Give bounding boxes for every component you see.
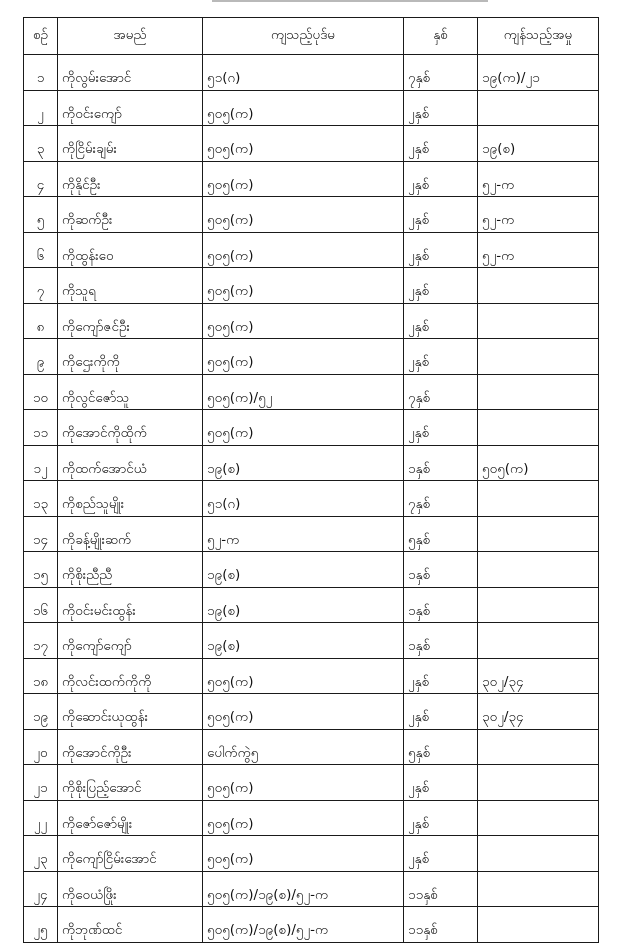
- cell-name: ကိုဆက်ဦး: [58, 197, 203, 233]
- cell-serial-number: ၂၂: [24, 800, 58, 836]
- cell-charged-section: ၅၂-က: [203, 516, 404, 552]
- cell-charged-section: ၅၀၅(က): [203, 658, 404, 694]
- header-remaining-case: ကျန်သည့်အမှု: [478, 18, 599, 55]
- cell-serial-number: ၂၅: [24, 907, 58, 943]
- cell-name: ကိုခန့်မျိုးဆက်: [58, 516, 203, 552]
- table-row: [24, 516, 599, 552]
- cell-years: ၂နှစ်: [404, 800, 478, 836]
- cell-years: ၁နှစ်: [404, 552, 478, 588]
- cell-charged-section: ၁၉(စ): [203, 445, 404, 481]
- table-row: [24, 694, 599, 730]
- cell-years: ၁၁နှစ်: [404, 907, 478, 943]
- table-row: [24, 445, 599, 481]
- cell-charged-section: ၅၀၅(က): [203, 232, 404, 268]
- cell-remaining-case: [478, 410, 599, 446]
- cell-years: ၇နှစ်: [404, 374, 478, 410]
- cell-charged-section: ၅၀၅(က): [203, 694, 404, 730]
- cell-years: ၂နှစ်: [404, 836, 478, 872]
- cell-name: ကိုသူရ: [58, 268, 203, 304]
- cell-years: ၂နှစ်: [404, 303, 478, 339]
- cell-remaining-case: [478, 268, 599, 304]
- cell-name: ကိုလွမ်းအောင်: [58, 55, 203, 91]
- cell-years: ၂နှစ်: [404, 197, 478, 233]
- table-row: [24, 268, 599, 304]
- cell-serial-number: ၇: [24, 268, 58, 304]
- header-serial-number: စဥ်: [24, 18, 58, 55]
- top-divider-line: [212, 0, 488, 2]
- header-row: [24, 18, 599, 55]
- cell-charged-section: ၅၀၅(က)/၅၂: [203, 374, 404, 410]
- cell-name: ကိုထွန်းဝေ: [58, 232, 203, 268]
- cell-name: ကိုအောင်ကိုထိုက်: [58, 410, 203, 446]
- cell-serial-number: ၆: [24, 232, 58, 268]
- cell-years: ၂နှစ်: [404, 339, 478, 375]
- cell-remaining-case: [478, 587, 599, 623]
- cell-years: ၂နှစ်: [404, 410, 478, 446]
- cell-years: ၂နှစ်: [404, 694, 478, 730]
- cell-serial-number: ၁၄: [24, 516, 58, 552]
- cell-serial-number: ၄: [24, 161, 58, 197]
- cell-serial-number: ၁၃: [24, 481, 58, 517]
- cell-years: ၁နှစ်: [404, 623, 478, 659]
- cell-years: ၂နှစ်: [404, 268, 478, 304]
- table-row: [24, 303, 599, 339]
- cell-name: ကိုလင်းထက်ကိုကို: [58, 658, 203, 694]
- cell-serial-number: ၂၄: [24, 871, 58, 907]
- table-row: [24, 765, 599, 801]
- cell-serial-number: ၅: [24, 197, 58, 233]
- cell-serial-number: ၁၅: [24, 552, 58, 588]
- cell-remaining-case: ၅၂-က: [478, 161, 599, 197]
- cell-remaining-case: [478, 90, 599, 126]
- cell-serial-number: ၁၉: [24, 694, 58, 730]
- cell-remaining-case: [478, 871, 599, 907]
- cell-name: ကိုစိုးညီညီ: [58, 552, 203, 588]
- table-row: [24, 587, 599, 623]
- cell-serial-number: ၂၁: [24, 765, 58, 801]
- prisoner-list-sheet: [23, 17, 598, 943]
- cell-name: ကိုဇော်ဇော်မျိုး: [58, 800, 203, 836]
- cell-serial-number: ၁၇: [24, 623, 58, 659]
- cell-serial-number: ၂: [24, 90, 58, 126]
- cell-years: ၇နှစ်: [404, 55, 478, 91]
- table-header: [24, 18, 599, 55]
- cell-remaining-case: [478, 623, 599, 659]
- table-row: [24, 907, 599, 943]
- cell-charged-section: ၅၀၅(က): [203, 339, 404, 375]
- cell-charged-section: ၁၉(စ): [203, 552, 404, 588]
- cell-charged-section: ၁၉(စ): [203, 587, 404, 623]
- cell-charged-section: ၅၀၅(က)/၁၉(စ)/၅၂-က: [203, 871, 404, 907]
- cell-years: ၁၁နှစ်: [404, 871, 478, 907]
- cell-serial-number: ၁၈: [24, 658, 58, 694]
- cell-remaining-case: [478, 836, 599, 872]
- cell-serial-number: ၉: [24, 339, 58, 375]
- cell-name: ကိုဘုဏ်ထင်: [58, 907, 203, 943]
- cell-name: ကိုနိုင်ဦး: [58, 161, 203, 197]
- cell-charged-section: ၅၀၅(က): [203, 90, 404, 126]
- cell-years: ၂နှစ်: [404, 90, 478, 126]
- cell-charged-section: ၁၉(စ): [203, 623, 404, 659]
- cell-years: ၅နှစ်: [404, 729, 478, 765]
- cell-remaining-case: [478, 552, 599, 588]
- cell-remaining-case: [478, 765, 599, 801]
- table-row: [24, 197, 599, 233]
- table-row: [24, 729, 599, 765]
- cell-remaining-case: [478, 516, 599, 552]
- cell-name: ကိုဝေယံဖြိုး: [58, 871, 203, 907]
- cell-remaining-case: [478, 374, 599, 410]
- table-row: [24, 481, 599, 517]
- cell-years: ၂နှစ်: [404, 126, 478, 162]
- cell-remaining-case: [478, 481, 599, 517]
- cell-name: ကိုငြိမ်းချမ်း: [58, 126, 203, 162]
- cell-charged-section: ၅၁(ဂ): [203, 55, 404, 91]
- cell-name: ကိုစိုးပြည့်အောင်: [58, 765, 203, 801]
- cell-charged-section: ၅၀၅(က): [203, 268, 404, 304]
- header-charged-section: ကျသည့်ပုဒ်မ: [203, 18, 404, 55]
- cell-name: ကိုကျော်ငြိမ်းအောင်: [58, 836, 203, 872]
- cell-serial-number: ၁၆: [24, 587, 58, 623]
- cell-charged-section: ၅၀၅(က): [203, 126, 404, 162]
- table-row: [24, 871, 599, 907]
- table-row: [24, 55, 599, 91]
- cell-name: ကိုဝင်းမင်းထွန်း: [58, 587, 203, 623]
- cell-serial-number: ၁၂: [24, 445, 58, 481]
- cell-remaining-case: [478, 729, 599, 765]
- table-row: [24, 374, 599, 410]
- cell-name: ကိုကျော်ကျော်: [58, 623, 203, 659]
- table-row: [24, 800, 599, 836]
- cell-remaining-case: [478, 339, 599, 375]
- table-row: [24, 339, 599, 375]
- cell-serial-number: ၁၁: [24, 410, 58, 446]
- cell-name: ကိုဌေးကိုကို: [58, 339, 203, 375]
- cell-charged-section: ၅၁(ဂ): [203, 481, 404, 517]
- header-name: အမည်: [58, 18, 203, 55]
- cell-serial-number: ၁: [24, 55, 58, 91]
- table-row: [24, 410, 599, 446]
- cell-charged-section: ၅၀၅(က): [203, 800, 404, 836]
- cell-charged-section: ၅၀၅(က)/၁၉(စ)/၅၂-က: [203, 907, 404, 943]
- cell-serial-number: ၁၀: [24, 374, 58, 410]
- table-row: [24, 836, 599, 872]
- cell-years: ၂နှစ်: [404, 232, 478, 268]
- header-years: နှစ်: [404, 18, 478, 55]
- cell-charged-section: ၅၀၅(က): [203, 836, 404, 872]
- cell-charged-section: ၅၀၅(က): [203, 765, 404, 801]
- cell-charged-section: ၅၀၅(က): [203, 410, 404, 446]
- cell-name: ကိုကျော်ဇင်ဦး: [58, 303, 203, 339]
- cell-charged-section: ၅၀၅(က): [203, 197, 404, 233]
- cell-remaining-case: ၅၂-က: [478, 232, 599, 268]
- cell-remaining-case: ၅၂-က: [478, 197, 599, 233]
- cell-remaining-case: ၁၉(စ): [478, 126, 599, 162]
- cell-years: ၂နှစ်: [404, 658, 478, 694]
- cell-name: ကိုစည်သူမျိုး: [58, 481, 203, 517]
- cell-remaining-case: ၃၀၂/၃၄: [478, 694, 599, 730]
- cell-remaining-case: ၅၀၅(က): [478, 445, 599, 481]
- cell-remaining-case: [478, 907, 599, 943]
- cell-years: ၅နှစ်: [404, 516, 478, 552]
- table-row: [24, 232, 599, 268]
- table-row: [24, 161, 599, 197]
- table-row: [24, 658, 599, 694]
- cell-years: ၇နှစ်: [404, 481, 478, 517]
- cell-serial-number: ၈: [24, 303, 58, 339]
- table-body: [24, 55, 599, 943]
- cell-serial-number: ၂၃: [24, 836, 58, 872]
- cell-serial-number: ၂၀: [24, 729, 58, 765]
- table-row: [24, 126, 599, 162]
- cell-remaining-case: [478, 303, 599, 339]
- table-row: [24, 90, 599, 126]
- cell-remaining-case: ၁၉(က)/၂၁: [478, 55, 599, 91]
- cell-name: ကိုထက်အောင်ယံ: [58, 445, 203, 481]
- cell-remaining-case: [478, 800, 599, 836]
- cell-charged-section: ပေါက်ကွဲ၅: [203, 729, 404, 765]
- cell-years: ၁နှစ်: [404, 587, 478, 623]
- table-row: [24, 623, 599, 659]
- cell-charged-section: ၅၀၅(က): [203, 161, 404, 197]
- cell-name: ကိုဆောင်းယုထွန်း: [58, 694, 203, 730]
- table-row: [24, 552, 599, 588]
- prisoner-table: [23, 17, 599, 943]
- cell-serial-number: ၃: [24, 126, 58, 162]
- cell-years: ၂နှစ်: [404, 161, 478, 197]
- cell-name: ကိုလွင်ဇော်သူ: [58, 374, 203, 410]
- cell-years: ၁နှစ်: [404, 445, 478, 481]
- cell-charged-section: ၅၀၅(က): [203, 303, 404, 339]
- cell-name: ကိုအောင်ကိုဦး: [58, 729, 203, 765]
- cell-years: ၂နှစ်: [404, 765, 478, 801]
- cell-name: ကိုဝင်းကျော်: [58, 90, 203, 126]
- cell-remaining-case: ၃၀၂/၃၄: [478, 658, 599, 694]
